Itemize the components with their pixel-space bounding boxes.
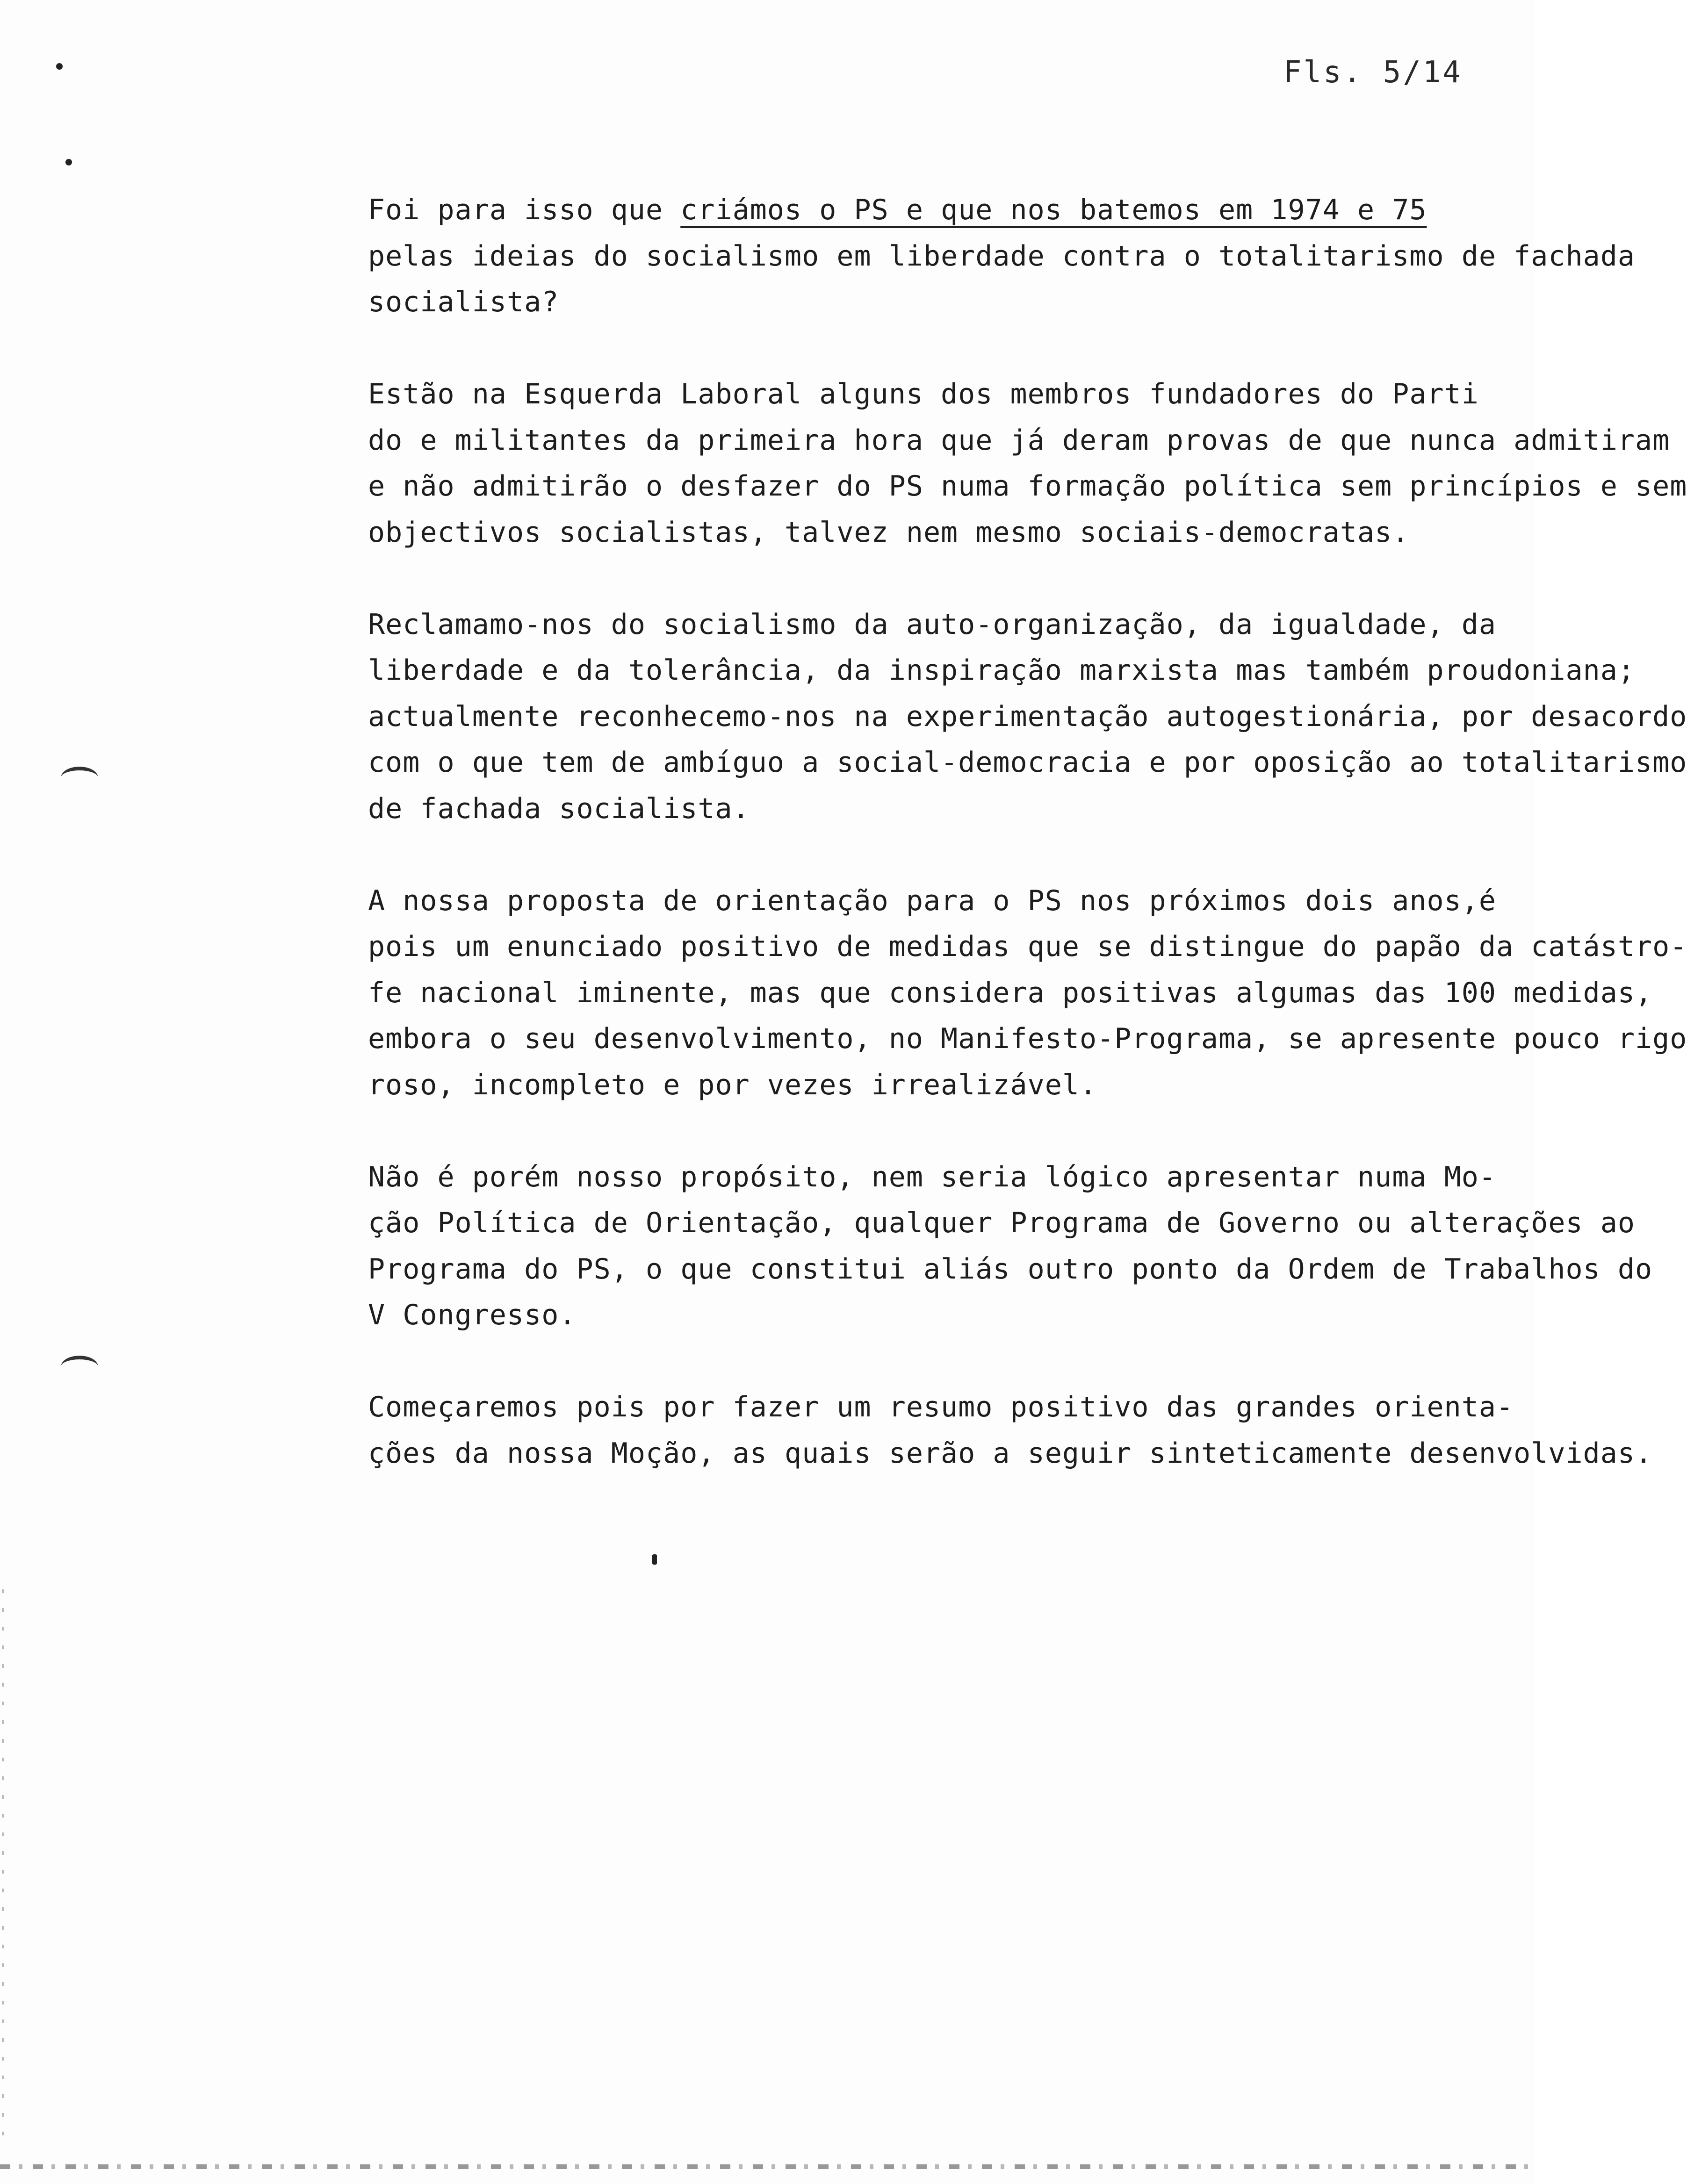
text-line: de fachada socialista. [368,792,750,825]
text-line: embora o seu desenvolvimento, no Manifesto-Programa, se apresente pouco rigo [368,1022,1687,1055]
text-line: ção Política de Orientação, qualquer Programa de Governo ou alterações ao [368,1207,1635,1239]
scan-speck [56,63,63,70]
punch-hole-mark [61,1356,98,1378]
text-line: pelas ideias do socialismo em liberdade contra o totalitarismo de fachada [368,239,1635,273]
text-line: V Congresso. [368,1299,577,1331]
paragraph-1 [199,187,1635,325]
text-line: objectivos socialistas, talvez nem mesmo sociais-democratas. [368,516,1410,549]
text-line: socialista? [368,286,559,318]
page-folio: Fls. 5/14 [1283,55,1463,90]
paragraph-5 [199,1154,1653,1338]
text-line: roso, incompleto e por vezes irrealizável. [368,1068,1097,1101]
paragraph-3 [199,602,1687,832]
text-line: com o que tem de ambíguo a social-democracia e por oposição ao totalitarismo [368,746,1687,779]
text-line: e não admitirão o desfazer do PS numa formação política sem princípios e sem [368,470,1687,503]
paragraph-4 [199,878,1687,1108]
text-line: Programa do PS, o que constitui aliás outro ponto da Ordem de Trabalhos do [368,1252,1653,1286]
text-line: Começaremos pois por fazer um resumo positivo das grandes orienta- [368,1391,1514,1423]
text-line: Reclamamo-nos do socialismo da auto-organização, da igualdade, da [368,608,1496,641]
paragraph-6 [199,1384,1653,1476]
scan-edge-noise [2,1589,4,2150]
text-line: do e militantes da primeira hora que já deram provas de que nunca admitiram [368,424,1670,457]
text-line: ções da nossa Moção, as quais serão a seguir sinteticamente desenvolvidas. [368,1437,1653,1470]
text-line: Estão na Esquerda Laboral alguns dos membros fundadores do Parti [368,378,1479,410]
paragraph-2 [199,371,1687,555]
scan-speck [652,1554,657,1565]
text-line: pois um enunciado positivo de medidas que se distingue do papão da catástro- [368,930,1687,963]
text-line: A nossa proposta de orientação para o PS nos próximos dois anos,é [368,884,1496,917]
text-line: liberdade e da tolerância, da inspiração marxista mas também proudoniana; [368,654,1635,687]
body-text [199,187,1687,1523]
text-line: fe nacional iminente, mas que considera positivas algumas das 100 medidas, [368,976,1653,1009]
punch-hole-mark [61,767,98,789]
underlined-text: criámos o PS e que nos batemos em 1974 e 75 [680,194,1427,226]
scan-speck [65,159,72,165]
scan-bottom-edge [0,2164,1534,2169]
text-line: Não é porém nosso propósito, nem seria lógico apresentar numa Mo- [368,1160,1496,1193]
text-line: Foi para isso que criámos o PS e que nos batemos em 1974 e 75 [368,194,1427,226]
text-line: actualmente reconhecemo-nos na experimentação autogestionária, por desacordo [368,700,1687,733]
